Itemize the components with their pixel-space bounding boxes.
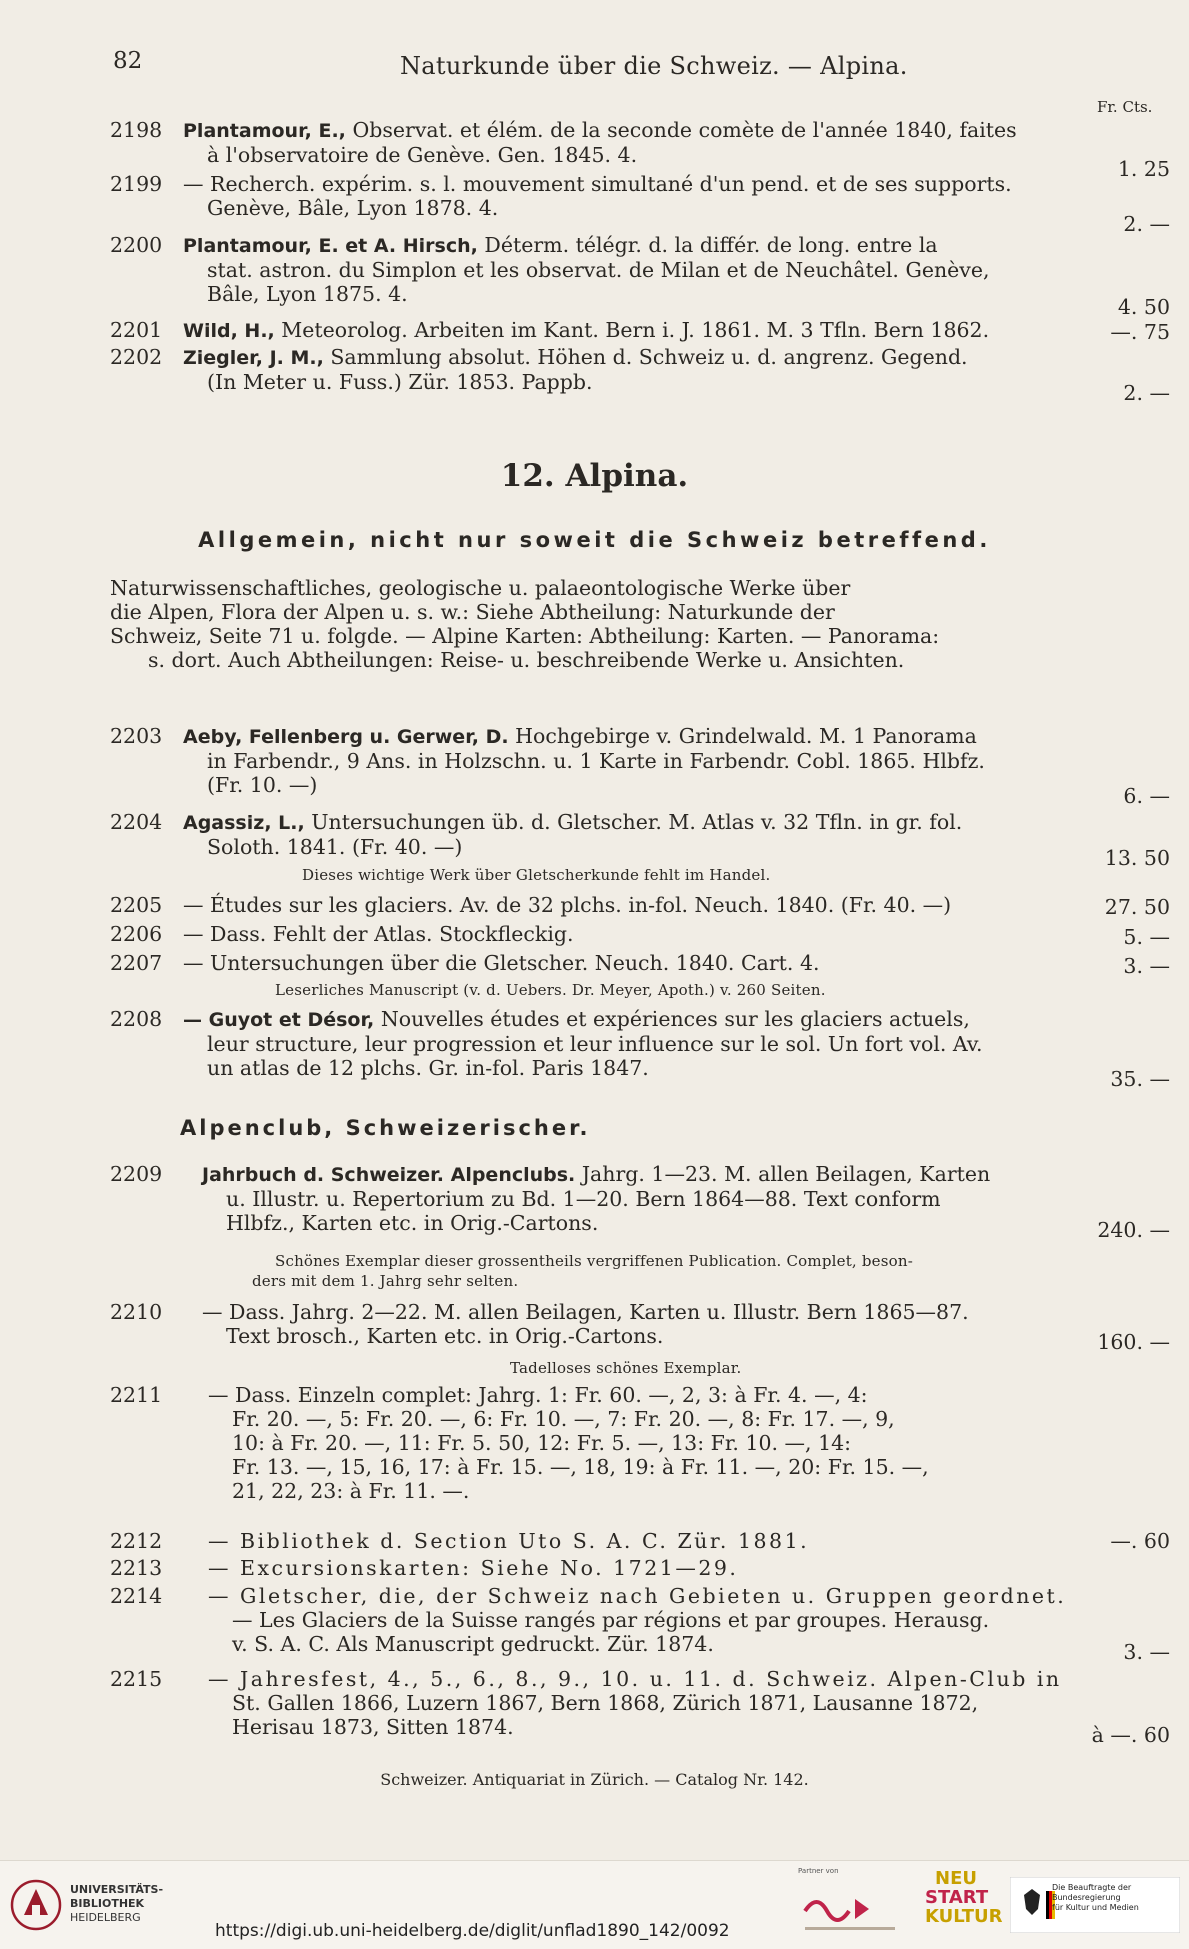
entry-note: Leserliches Manuscript (v. d. Uebers. Dr. Meyer, Apoth.) v. 260 Seiten. xyxy=(275,981,826,999)
entry-line: Bâle, Lyon 1875. 4. xyxy=(207,282,408,306)
entry-line: Herisau 1873, Sitten 1874. xyxy=(232,1715,514,1739)
catalog-entry xyxy=(110,1007,1170,1091)
entry-note: ders mit dem 1. Jahrg sehr selten. xyxy=(252,1272,519,1290)
entry-line: Déterm. télégr. d. la différ. de long. entre la xyxy=(484,233,938,257)
entry-price: 3. — xyxy=(1123,1640,1170,1664)
entry-line: — Untersuchungen über die Gletscher. Neuch. 1840. Cart. 4. xyxy=(183,951,820,975)
ub-line: UNIVERSITÄTS- xyxy=(70,1883,164,1896)
digital-library-logo-icon xyxy=(795,1879,905,1939)
catalog-entry xyxy=(110,724,1170,808)
section-title: 12. Alpina. xyxy=(500,458,689,494)
entry-number: 2210 xyxy=(110,1300,163,1324)
entry-price: 6. — xyxy=(1123,784,1170,808)
entry-number: 2207 xyxy=(110,951,163,975)
page-number: 82 xyxy=(113,48,143,74)
entry-line: — Dass. Jahrg. 2—22. M. allen Beilagen, Karten u. Illustr. Bern 1865—87. xyxy=(202,1300,969,1324)
entry-line: — Dass. Einzeln complet: Jahrg. 1: Fr. 60. —, 2, 3: à Fr. 4. —, 4: xyxy=(208,1383,868,1407)
entry-note: Dieses wichtige Werk über Gletscherkunde fehlt im Handel. xyxy=(302,866,771,884)
entry-price: 2. — xyxy=(1123,381,1170,405)
entry-number: 2209 xyxy=(110,1162,163,1186)
catalog-entry xyxy=(110,893,1170,917)
catalog-entry xyxy=(110,922,1170,949)
entry-price: —. 60 xyxy=(1110,1529,1170,1553)
entry-line: Hochgebirge v. Grindelwald. M. 1 Panorama xyxy=(515,724,977,748)
entry-price: 160. — xyxy=(1097,1330,1170,1354)
entry-line: v. S. A. C. Als Manuscript gedruckt. Zür. 1874. xyxy=(232,1632,714,1656)
ns-line: START xyxy=(925,1887,989,1908)
entry-author: Agassiz, L., xyxy=(183,812,305,834)
entry-line: St. Gallen 1866, Luzern 1867, Bern 1868, Zürich 1871, Lausanne 1872, xyxy=(232,1691,979,1715)
university-library-label xyxy=(70,1883,163,1925)
entry-line: Text brosch., Karten etc. in Orig.-Cartons. xyxy=(226,1324,664,1348)
catalog-entry xyxy=(110,1584,1170,1664)
entry-number: 2205 xyxy=(110,893,163,917)
catalog-entry xyxy=(110,1529,1170,1553)
entry-line: u. Illustr. u. Repertorium zu Bd. 1—20. Bern 1864—88. Text conform xyxy=(226,1187,941,1211)
catalog-entry xyxy=(110,1162,1170,1242)
entry-price: 35. — xyxy=(1110,1067,1170,1091)
entry-line: Sammlung absolut. Höhen d. Schweiz u. d. angrenz. Gegend. xyxy=(330,345,968,369)
bkm-line: Die Beauftragte der Bundesregierung xyxy=(1052,1883,1132,1902)
entry-author: — Guyot et Désor, xyxy=(183,1009,375,1031)
entry-price: 3. — xyxy=(1123,954,1170,978)
catalog-entry xyxy=(110,118,1170,181)
entry-line: Soloth. 1841. (Fr. 40. —) xyxy=(207,835,463,859)
entry-line: un atlas de 12 plchs. Gr. in-fol. Paris 1847. xyxy=(207,1056,649,1080)
catalog-entry xyxy=(110,1667,1170,1747)
entry-line: — Les Glaciers de la Suisse rangés par régions et par groupes. Herausg. xyxy=(232,1608,990,1632)
entry-line: à l'observatoire de Genève. Gen. 1845. 4. xyxy=(207,143,638,167)
entry-number: 2215 xyxy=(110,1667,163,1691)
entry-number: 2198 xyxy=(110,118,163,142)
entry-price: 5. — xyxy=(1123,925,1170,949)
entry-line: Fr. 20. —, 5: Fr. 20. —, 6: Fr. 10. —, 7: Fr. 20. —, 8: Fr. 17. —, 9, xyxy=(232,1407,895,1431)
catalog-entry xyxy=(110,951,1170,978)
viewer-bottom-bar xyxy=(0,1860,1189,1949)
entry-author: Plantamour, E., xyxy=(183,120,346,142)
entry-line: Hlbfz., Karten etc. in Orig.-Cartons. xyxy=(226,1211,599,1235)
entry-author: Aeby, Fellenberg u. Gerwer, D. xyxy=(183,726,509,748)
entry-price: 240. — xyxy=(1097,1218,1170,1242)
catalog-entry xyxy=(110,172,1170,236)
entry-line: — Dass. Fehlt der Atlas. Stockfleckig. xyxy=(183,922,574,946)
running-title: Naturkunde über die Schweiz. — Alpina. xyxy=(400,52,908,80)
permalink-url[interactable]: https://digi.ub.uni-heidelberg.de/diglit/unflad1890_142/0092 xyxy=(215,1921,730,1941)
ns-line: KULTUR xyxy=(925,1906,1003,1927)
intro-line: die Alpen, Flora der Alpen u. s. w.: Siehe Abtheilung: Naturkunde der xyxy=(110,600,835,624)
intro-line: Naturwissenschaftliches, geologische u. palaeontologische Werke über xyxy=(110,576,851,600)
university-seal-icon xyxy=(10,1875,62,1933)
intro-line: Schweiz, Seite 71 u. folgde. — Alpine Karten: Abtheilung: Karten. — Panorama: xyxy=(110,624,940,648)
entry-author: Jahrbuch d. Schweizer. Alpenclubs. xyxy=(202,1164,576,1186)
entry-line: (In Meter u. Fuss.) Zür. 1853. Pappb. xyxy=(207,370,593,394)
entry-number: 2199 xyxy=(110,172,163,196)
entry-number: 2213 xyxy=(110,1556,163,1580)
entry-number: 2212 xyxy=(110,1529,163,1553)
entry-number: 2208 xyxy=(110,1007,163,1031)
entry-number: 2204 xyxy=(110,810,163,834)
entry-number: 2211 xyxy=(110,1383,163,1407)
entry-price: —. 75 xyxy=(1110,320,1170,344)
section-intro xyxy=(110,576,1170,672)
entry-line: — Jahresfest, 4., 5., 6., 8., 9., 10. u. 11. d. Schweiz. Alpen-Club in xyxy=(208,1667,1062,1691)
catalog-entry xyxy=(110,1300,1170,1354)
entry-author: Plantamour, E. et A. Hirsch, xyxy=(183,235,478,257)
catalog-entry xyxy=(110,345,1170,405)
neustart-kultur-logo xyxy=(925,1868,1003,1943)
entry-line: Jahrg. 1—23. M. allen Beilagen, Karten xyxy=(581,1162,991,1186)
entry-line: — Gletscher, die, der Schweiz nach Gebieten u. Gruppen geordnet. xyxy=(208,1584,1067,1608)
entry-number: 2200 xyxy=(110,233,163,257)
entry-line: 10: à Fr. 20. —, 11: Fr. 5. 50, 12: Fr. 5. —, 13: Fr. 10. —, 14: xyxy=(232,1431,852,1455)
page-footer: Schweizer. Antiquariat in Zürich. — Catalog Nr. 142. xyxy=(380,1770,809,1789)
entry-number: 2203 xyxy=(110,724,163,748)
entry-note: Schönes Exemplar dieser grossentheils vergriffenen Publication. Complet, beson- xyxy=(275,1252,914,1270)
entry-number: 2201 xyxy=(110,318,163,342)
entry-price: 4. 50 xyxy=(1117,295,1170,319)
entry-line: Observat. et élém. de la seconde comète de l'année 1840, faites xyxy=(352,118,1017,142)
entry-line: Genève, Bâle, Lyon 1878. 4. xyxy=(207,196,499,220)
entry-number: 2202 xyxy=(110,345,163,369)
entry-price: 13. 50 xyxy=(1104,846,1170,870)
federal-commissioner-label xyxy=(1052,1883,1189,1913)
entry-note: Tadelloses schönes Exemplar. xyxy=(510,1359,742,1377)
entry-number: 2206 xyxy=(110,922,163,946)
entry-price: à —. 60 xyxy=(1091,1723,1170,1747)
entry-line: 21, 22, 23: à Fr. 11. —. xyxy=(232,1479,470,1503)
entry-line: stat. astron. du Simplon et les observat. de Milan et de Neuchâtel. Genève, xyxy=(207,258,990,282)
catalog-entry xyxy=(110,810,1170,870)
entry-price: 1. 25 xyxy=(1117,157,1170,181)
entry-price: 27. 50 xyxy=(1104,895,1170,919)
entry-number: 2214 xyxy=(110,1584,163,1608)
subsection-heading: Alpenclub, Schweizerischer. xyxy=(180,1116,591,1140)
catalog-entry xyxy=(110,318,1170,343)
entry-line: Nouvelles études et expériences sur les glaciers actuels, xyxy=(380,1007,970,1031)
entry-line: — Bibliothek d. Section Uto S. A. C. Zür. 1881. xyxy=(208,1529,810,1553)
entry-line: Fr. 13. —, 15, 16, 17: à Fr. 15. —, 18, 19: à Fr. 11. —, 20: Fr. 15. —, xyxy=(232,1455,929,1479)
entry-line: Meteorolog. Arbeiten im Kant. Bern i. J. 1861. M. 3 Tfln. Bern 1862. xyxy=(281,318,990,342)
ns-line: NEU xyxy=(935,1868,977,1889)
section-subtitle: Allgemein, nicht nur soweit die Schweiz betreffend. xyxy=(198,528,991,552)
entry-author: Wild, H., xyxy=(183,320,275,342)
entry-line: (Fr. 10. —) xyxy=(207,773,318,797)
entry-line: in Farbendr., 9 Ans. in Holzschn. u. 1 Karte in Farbendr. Cobl. 1865. Hlbfz. xyxy=(207,749,985,773)
ub-line: BIBLIOTHEK xyxy=(70,1897,145,1910)
entry-line: leur structure, leur progression et leur influence sur le sol. Un fort vol. Av. xyxy=(207,1032,983,1056)
entry-line: — Recherch. expérim. s. l. mouvement simultané d'un pend. et de ses supports. xyxy=(183,172,1012,196)
catalog-entry xyxy=(110,1556,1170,1580)
entry-line: — Excursionskarten: Siehe No. 1721—29. xyxy=(208,1556,739,1580)
entry-author: Ziegler, J. M., xyxy=(183,347,324,369)
entry-line: Untersuchungen üb. d. Gletscher. M. Atlas v. 32 Tfln. in gr. fol. xyxy=(311,810,963,834)
entry-price: 2. — xyxy=(1123,212,1170,236)
currency-label: Fr. Cts. xyxy=(1097,98,1153,116)
catalog-entry xyxy=(110,233,1170,319)
entry-line: — Études sur les glaciers. Av. de 32 plchs. in-fol. Neuch. 1840. (Fr. 40. —) xyxy=(183,893,952,917)
partner-label: Partner von xyxy=(798,1867,839,1875)
bkm-line: für Kultur und Medien xyxy=(1052,1903,1139,1912)
intro-line: s. dort. Auch Abtheilungen: Reise- u. beschreibende Werke u. Ansichten. xyxy=(148,648,905,672)
catalog-entry xyxy=(110,1383,1170,1503)
ub-line: HEIDELBERG xyxy=(70,1911,141,1924)
